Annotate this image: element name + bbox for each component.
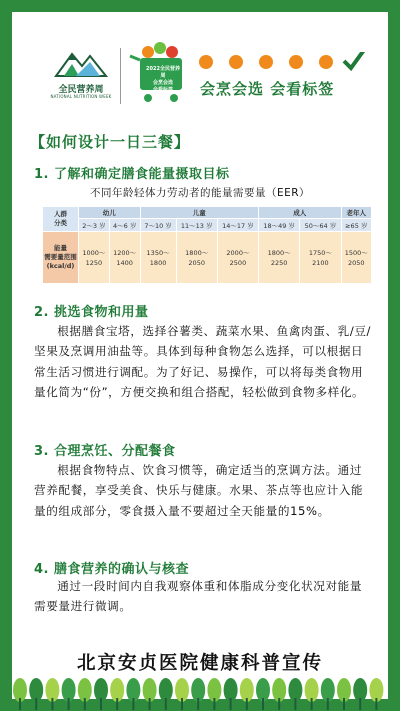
cart-text xyxy=(146,66,180,94)
energy-label-line: 需要量范围 xyxy=(44,253,77,261)
tree-trunk xyxy=(213,698,215,710)
value-line: 1250 xyxy=(85,258,103,267)
age-cell: 11～13 岁 xyxy=(176,219,217,232)
energy-label-line: 能量 xyxy=(54,244,67,252)
value-line: 2050 xyxy=(188,258,205,267)
tree-trunk xyxy=(278,698,280,710)
table-group-row xyxy=(43,207,372,219)
value-line: 1500～ xyxy=(344,248,368,257)
tree-trunk xyxy=(181,698,183,710)
nutrition-week-logo xyxy=(46,42,116,104)
tree-trunk xyxy=(359,698,361,710)
poster-card xyxy=(12,12,388,699)
value-line: 1000～ xyxy=(82,248,106,257)
value-cell xyxy=(217,232,258,284)
cart-line: 2022全民营养周 xyxy=(146,66,180,79)
logo-subtitle: NATIONAL NUTRITION WEEK xyxy=(50,94,112,99)
orange-dots-icon xyxy=(198,52,368,72)
tree-row-icon xyxy=(12,674,388,710)
value-line: 1800～ xyxy=(185,248,209,257)
table-value-row xyxy=(43,232,372,284)
value-line: 1800 xyxy=(149,258,167,267)
group-cell: 老年人 xyxy=(341,207,371,219)
tree-trunk xyxy=(197,698,199,710)
value-line: 2050 xyxy=(347,258,365,267)
table-title: 不同年龄轻体力劳动者的能量需要量（EER） xyxy=(89,187,311,199)
tree-trunk xyxy=(311,698,313,710)
value-line: 1200～ xyxy=(113,248,137,257)
mountain-logo-icon xyxy=(46,42,116,82)
value-line: 1350～ xyxy=(146,248,170,257)
age-cell: 14～17 岁 xyxy=(217,219,258,232)
tree-trunk xyxy=(165,698,167,710)
section-1-heading: 1. 了解和确定膳食能量摄取目标 xyxy=(34,167,230,182)
header xyxy=(12,12,388,122)
tree-trunk xyxy=(343,698,345,710)
slogan: 会烹会选 会看标签 xyxy=(200,80,335,98)
value-line: 2100 xyxy=(312,258,329,267)
tree-trunk xyxy=(51,698,53,710)
tree-trunk xyxy=(132,698,134,710)
value-cell xyxy=(79,232,110,284)
age-cell: ≥65 岁 xyxy=(341,219,371,232)
tree-trunk xyxy=(68,698,70,710)
age-cell: 18～49 岁 xyxy=(259,219,300,232)
footer-title: 北京安贞医院健康科普宣传 xyxy=(76,653,323,674)
section-3-heading: 3. 合理烹饪、分配餐食 xyxy=(34,444,176,459)
tree-trunk xyxy=(262,698,264,710)
value-cell xyxy=(109,232,140,284)
tree-trunk xyxy=(100,698,102,710)
value-line: 1750～ xyxy=(308,248,332,257)
value-cell xyxy=(259,232,300,284)
cart-line: 会烹会选 xyxy=(152,80,173,86)
energy-label-cell xyxy=(43,232,79,284)
main-title: 【如何设计一日三餐】 xyxy=(30,133,191,151)
tree-trunk xyxy=(149,698,151,710)
tree-trunk xyxy=(375,698,377,710)
tree-trunk xyxy=(294,698,296,710)
age-cell: 7～10 岁 xyxy=(140,219,176,232)
table-age-row xyxy=(43,219,372,232)
group-cell: 幼儿 xyxy=(79,207,141,219)
value-line: 2000～ xyxy=(226,248,250,257)
value-line: 1400 xyxy=(116,258,133,267)
value-line: 2500 xyxy=(229,258,247,267)
logo-name: 全民营养周 xyxy=(58,85,104,95)
shopping-cart-logo xyxy=(126,38,194,108)
cart-line: 会看标签 xyxy=(152,87,173,93)
tree-trunk xyxy=(35,698,37,710)
tree-trunk xyxy=(116,698,118,710)
group-cell: 儿童 xyxy=(140,207,258,219)
section-4-body: 通过一段时间内自我观察体重和体脂成分变化状况对能量需要量进行微调。 xyxy=(34,579,363,614)
group-cell: 成人 xyxy=(259,207,341,219)
tree-trunk xyxy=(327,698,329,710)
value-cell xyxy=(300,232,341,284)
section-2-heading: 2. 挑选食物和用量 xyxy=(34,305,149,320)
value-cell xyxy=(140,232,176,284)
energy-label-line: (kcal/d) xyxy=(46,262,75,270)
value-cell xyxy=(176,232,217,284)
tree-trunk xyxy=(230,698,232,710)
tree-trunk xyxy=(84,698,86,710)
tree-trunk xyxy=(246,698,248,710)
age-cell: 50～64 岁 xyxy=(300,219,341,232)
table-label-header: 人群 分类 xyxy=(43,207,79,232)
age-cell: 4～6 岁 xyxy=(109,219,140,232)
energy-table xyxy=(42,206,372,284)
tree-trunk xyxy=(19,698,21,710)
age-cell: 2～3 岁 xyxy=(79,219,110,232)
section-3-body: 根据食物特点、饮食习惯等，确定适当的烹调方法。通过营养配餐，享受美食、快乐与健康。水果、茶点等也应计入能量的组成部分，零食摄入量不要超过全天能量的15%。 xyxy=(34,463,364,518)
section-4-heading: 4. 膳食营养的确认与核查 xyxy=(34,562,190,577)
section-2-body: 根据膳食宝塔，选择谷薯类、蔬菜水果、鱼禽肉蛋、乳/豆/坚果及烹调用油盐等。具体到每种食物怎么选择，可以根据日常生活习惯进行调配。为了好记、易操作，可以将每类食物用量化简为“份”，方便交换和组合搭配，轻松做到食物多样化。 xyxy=(34,324,372,399)
value-cell xyxy=(341,232,371,284)
value-line: 1800～ xyxy=(267,248,291,257)
header-divider xyxy=(120,48,121,104)
value-line: 2250 xyxy=(270,258,288,267)
